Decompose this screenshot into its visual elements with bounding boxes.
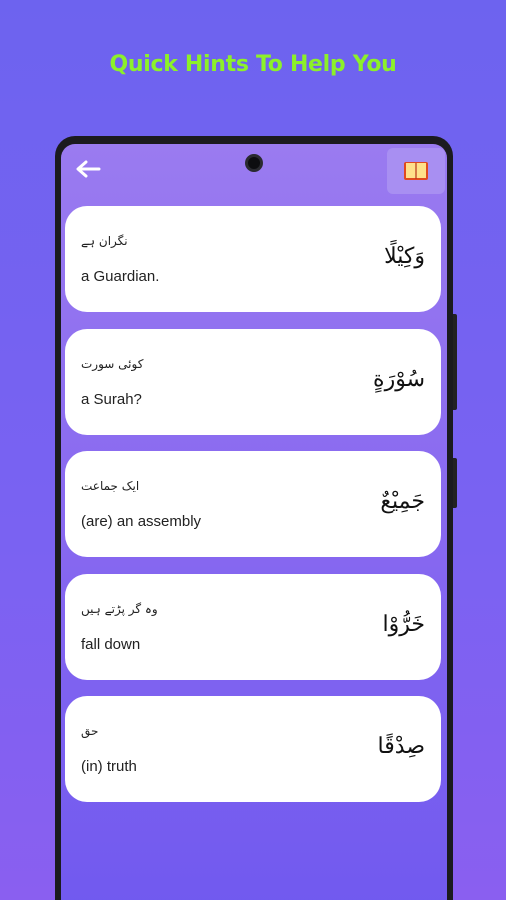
phone-frame xyxy=(55,136,453,900)
urdu-meaning: ایک جماعت xyxy=(81,479,140,493)
page-headline: Quick Hints To Help You xyxy=(109,52,397,77)
back-button[interactable] xyxy=(73,156,103,182)
english-meaning: (in) truth xyxy=(81,758,137,775)
phone-volume-button xyxy=(453,314,457,410)
phone-power-button xyxy=(453,458,457,508)
arabic-word: خَرُّوْا xyxy=(382,611,425,637)
english-meaning: a Surah? xyxy=(81,390,142,408)
hint-card[interactable] xyxy=(65,451,441,557)
arabic-word: وَكِيْلًا xyxy=(384,244,425,269)
english-meaning: fall down xyxy=(81,635,141,653)
hint-card[interactable] xyxy=(65,574,441,680)
book-icon xyxy=(403,160,429,182)
english-meaning: (are) an assembly xyxy=(81,513,202,530)
english-meaning: a Guardian. xyxy=(81,268,160,285)
hint-card[interactable] xyxy=(65,206,441,312)
urdu-meaning: کوئی سورت xyxy=(81,356,144,371)
arrow-left-icon xyxy=(75,160,101,178)
front-camera xyxy=(245,154,263,172)
urdu-meaning: نگران ہے xyxy=(81,234,128,248)
arabic-word: صِدْقًا xyxy=(377,734,425,759)
arabic-word: سُوْرَةٍ xyxy=(373,366,425,392)
book-button[interactable] xyxy=(387,148,445,194)
app-screen xyxy=(61,144,447,900)
hint-card[interactable] xyxy=(65,696,441,802)
hint-card[interactable] xyxy=(65,329,441,435)
urdu-meaning: وہ گر پڑتے ہیں xyxy=(81,601,158,616)
hint-list xyxy=(65,206,441,819)
urdu-meaning: حق xyxy=(81,724,99,738)
arabic-word: جَمِيْعٌ xyxy=(380,489,425,514)
